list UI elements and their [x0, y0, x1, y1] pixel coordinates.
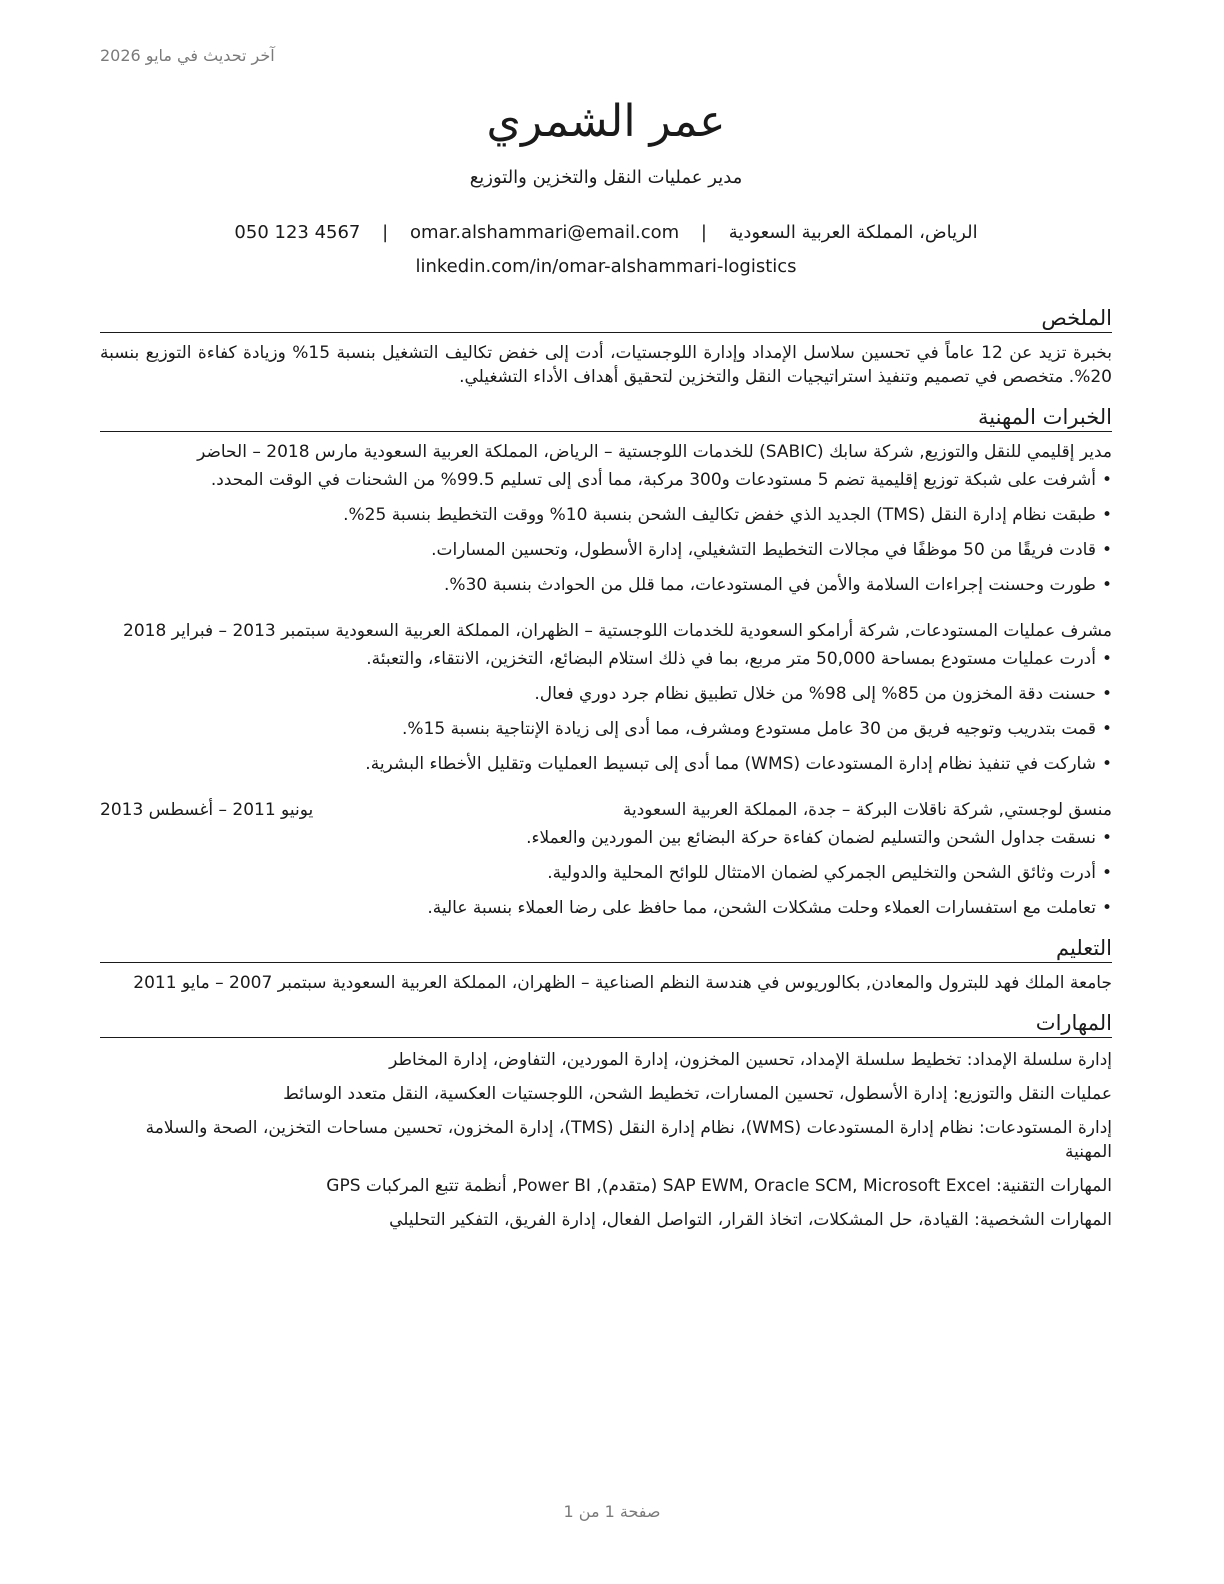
job-entry — [100, 798, 1112, 920]
skills-heading: المهارات — [100, 1009, 1112, 1038]
candidate-name: عمر الشمري — [486, 96, 726, 147]
skill-line: المهارات التقنية: SAP EWM, Oracle SCM, Microsoft Excel (متقدم), Power BI, أنظمة تتبع المركبات GPS — [326, 1176, 1112, 1196]
bullet-text: قادت فريقًا من 50 موظفًا في مجالات التخطيط التشغيلي، إدارة الأسطول، وتحسين المسارات. — [431, 540, 1096, 560]
list-item: •أدرت وثائق الشحن والتخليص الجمركي لضمان الامتثال للوائح المحلية والدولية. — [547, 863, 1112, 883]
education-dates: سبتمبر 2007 – مايو 2011 — [133, 973, 327, 993]
bullet-text: شاركت في تنفيذ نظام إدارة المستودعات (WMS) مما أدى إلى تبسيط العمليات وتقليل الأخطاء البشرية. — [365, 754, 1096, 774]
list-item: •نسقت جداول الشحن والتسليم لضمان كفاءة حركة البضائع بين الموردين والعملاء. — [526, 828, 1112, 848]
resume-content — [100, 90, 1112, 1242]
phone-number: 050 123 4567 — [234, 222, 361, 243]
education-header — [100, 971, 1112, 995]
job-title-company: مدير إقليمي للنقل والتوزيع, شركة سابك (SABIC) للخدمات اللوجستية – الرياض، المملكة العربية السعودية — [363, 442, 1112, 462]
summary-heading: الملخص — [100, 304, 1112, 333]
bullet-text: أدرت وثائق الشحن والتخليص الجمركي لضمان الامتثال للوائح المحلية والدولية. — [547, 863, 1096, 883]
page-number: صفحة 1 من 1 — [563, 1502, 661, 1521]
candidate-title: مدير عمليات النقل والتخزين والتوزيع — [469, 167, 743, 188]
job-title-company: منسق لوجستي, شركة ناقلات البركة – جدة، المملكة العربية السعودية — [622, 800, 1112, 820]
bullet-text: طبقت نظام إدارة النقل (TMS) الجديد الذي خفض تكاليف الشحن بنسبة 10% ووقت التخطيط بنسبة 25%. — [343, 505, 1096, 525]
job-bullets — [100, 468, 1112, 597]
job-header — [100, 798, 1112, 822]
job-dates: يونيو 2011 – أغسطس 2013 — [100, 800, 314, 820]
list-item: •طبقت نظام إدارة النقل (TMS) الجديد الذي خفض تكاليف الشحن بنسبة 10% ووقت التخطيط بنسبة 25%. — [343, 505, 1112, 525]
education-entry — [100, 971, 1112, 995]
list-item: •أدرت عمليات مستودع بمساحة 50,000 متر مربع، بما في ذلك استلام البضائع، التخزين، الانتقاء، والتعبئة. — [366, 649, 1112, 669]
email-link[interactable]: omar.alshammari@email.com — [409, 222, 680, 243]
experience-heading: الخبرات المهنية — [100, 403, 1112, 432]
location: الرياض، المملكة العربية السعودية — [728, 222, 978, 243]
contact-info — [100, 216, 1112, 284]
bullet-text: نسقت جداول الشحن والتسليم لضمان كفاءة حركة البضائع بين الموردين والعملاء. — [526, 828, 1096, 848]
education-institution: جامعة الملك فهد للبترول والمعادن, بكالوريوس في هندسة النظم الصناعية – الظهران، المملكة العربية السعودية — [331, 973, 1112, 993]
contact-line-1 — [100, 216, 1112, 250]
list-item: •تعاملت مع استفسارات العملاء وحلت مشكلات الشحن، مما حافظ على رضا العملاء بنسبة عالية. — [427, 898, 1112, 918]
linkedin-link[interactable]: linkedin.com/in/omar-alshammari-logistics — [415, 256, 797, 277]
skills-list — [100, 1048, 1112, 1232]
job-header — [100, 619, 1112, 643]
job-bullets — [100, 647, 1112, 776]
separator: | — [382, 222, 389, 243]
list-item: •شاركت في تنفيذ نظام إدارة المستودعات (WMS) مما أدى إلى تبسيط العمليات وتقليل الأخطاء البشرية. — [365, 754, 1112, 774]
skill-line: المهارات الشخصية: القيادة، حل المشكلات، اتخاذ القرار، التواصل الفعال، إدارة الفريق، التفكير التحليلي — [389, 1210, 1112, 1230]
list-item: •أشرفت على شبكة توزيع إقليمية تضم 5 مستودعات و300 مركبة، مما أدى إلى تسليم 99.5% من الشحنات في الوقت المحدد. — [210, 470, 1112, 490]
bullet-text: أشرفت على شبكة توزيع إقليمية تضم 5 مستودعات و300 مركبة، مما أدى إلى تسليم 99.5% من الشحنات في الوقت المحدد. — [210, 470, 1096, 490]
job-title-company: مشرف عمليات المستودعات, شركة أرامكو السعودية للخدمات اللوجستية – الظهران، المملكة العربية السعودية — [335, 621, 1112, 641]
separator: | — [700, 222, 707, 243]
skill-line: إدارة سلسلة الإمداد: تخطيط سلسلة الإمداد، تحسين المخزون، إدارة الموردين، التفاوض، إدارة المخاطر — [389, 1050, 1112, 1070]
job-bullets — [100, 826, 1112, 920]
list-item: •قادت فريقًا من 50 موظفًا في مجالات التخطيط التشغيلي، إدارة الأسطول، وتحسين المسارات. — [431, 540, 1112, 560]
last-updated-note: آخر تحديث في مايو 2026 — [100, 46, 275, 65]
job-entry — [100, 619, 1112, 776]
bullet-text: قمت بتدريب وتوجيه فريق من 30 عامل مستودع ومشرف، مما أدى إلى زيادة الإنتاجية بنسبة 15%. — [402, 719, 1096, 739]
job-dates: مارس 2018 – الحاضر — [197, 442, 359, 462]
list-item: •قمت بتدريب وتوجيه فريق من 30 عامل مستودع ومشرف، مما أدى إلى زيادة الإنتاجية بنسبة 15%. — [402, 719, 1112, 739]
skill-line: إدارة المستودعات: نظام إدارة المستودعات (WMS)، نظام إدارة النقل (TMS)، إدارة المخزون، تحسين مساحات التخزين، الصحة والسلامة المهنية — [145, 1118, 1112, 1162]
bullet-text: تعاملت مع استفسارات العملاء وحلت مشكلات الشحن، مما حافظ على رضا العملاء بنسبة عالية. — [427, 898, 1096, 918]
list-item: •طورت وحسنت إجراءات السلامة والأمن في المستودعات، مما قلل من الحوادث بنسبة 30%. — [444, 575, 1112, 595]
bullet-text: طورت وحسنت إجراءات السلامة والأمن في المستودعات، مما قلل من الحوادث بنسبة 30%. — [444, 575, 1096, 595]
list-item: •حسنت دقة المخزون من 85% إلى 98% من خلال تطبيق نظام جرد دوري فعال. — [534, 684, 1112, 704]
skill-line: عمليات النقل والتوزيع: إدارة الأسطول، تحسين المسارات، تخطيط الشحن، اللوجستيات العكسية، النقل متعدد الوسائط — [283, 1084, 1112, 1104]
job-entry — [100, 440, 1112, 597]
bullet-text: أدرت عمليات مستودع بمساحة 50,000 متر مربع، بما في ذلك استلام البضائع، التخزين، الانتقاء، والتعبئة. — [366, 649, 1096, 669]
job-dates: سبتمبر 2013 – فبراير 2018 — [123, 621, 330, 641]
summary-text: بخبرة تزيد عن 12 عاماً في تحسين سلاسل الإمداد وإدارة اللوجستيات، أدت إلى خفض تكاليف التشغيل بنسبة 15% وزيادة كفاءة التوزيع بنسبة 20%. متخصص في تصميم وتنفيذ استراتيجيات النقل والتخزين لتحقيق أهداف الأداء التشغيلي. — [100, 343, 1112, 387]
education-heading: التعليم — [100, 934, 1112, 963]
job-header — [100, 440, 1112, 464]
bullet-text: حسنت دقة المخزون من 85% إلى 98% من خلال تطبيق نظام جرد دوري فعال. — [534, 684, 1096, 704]
